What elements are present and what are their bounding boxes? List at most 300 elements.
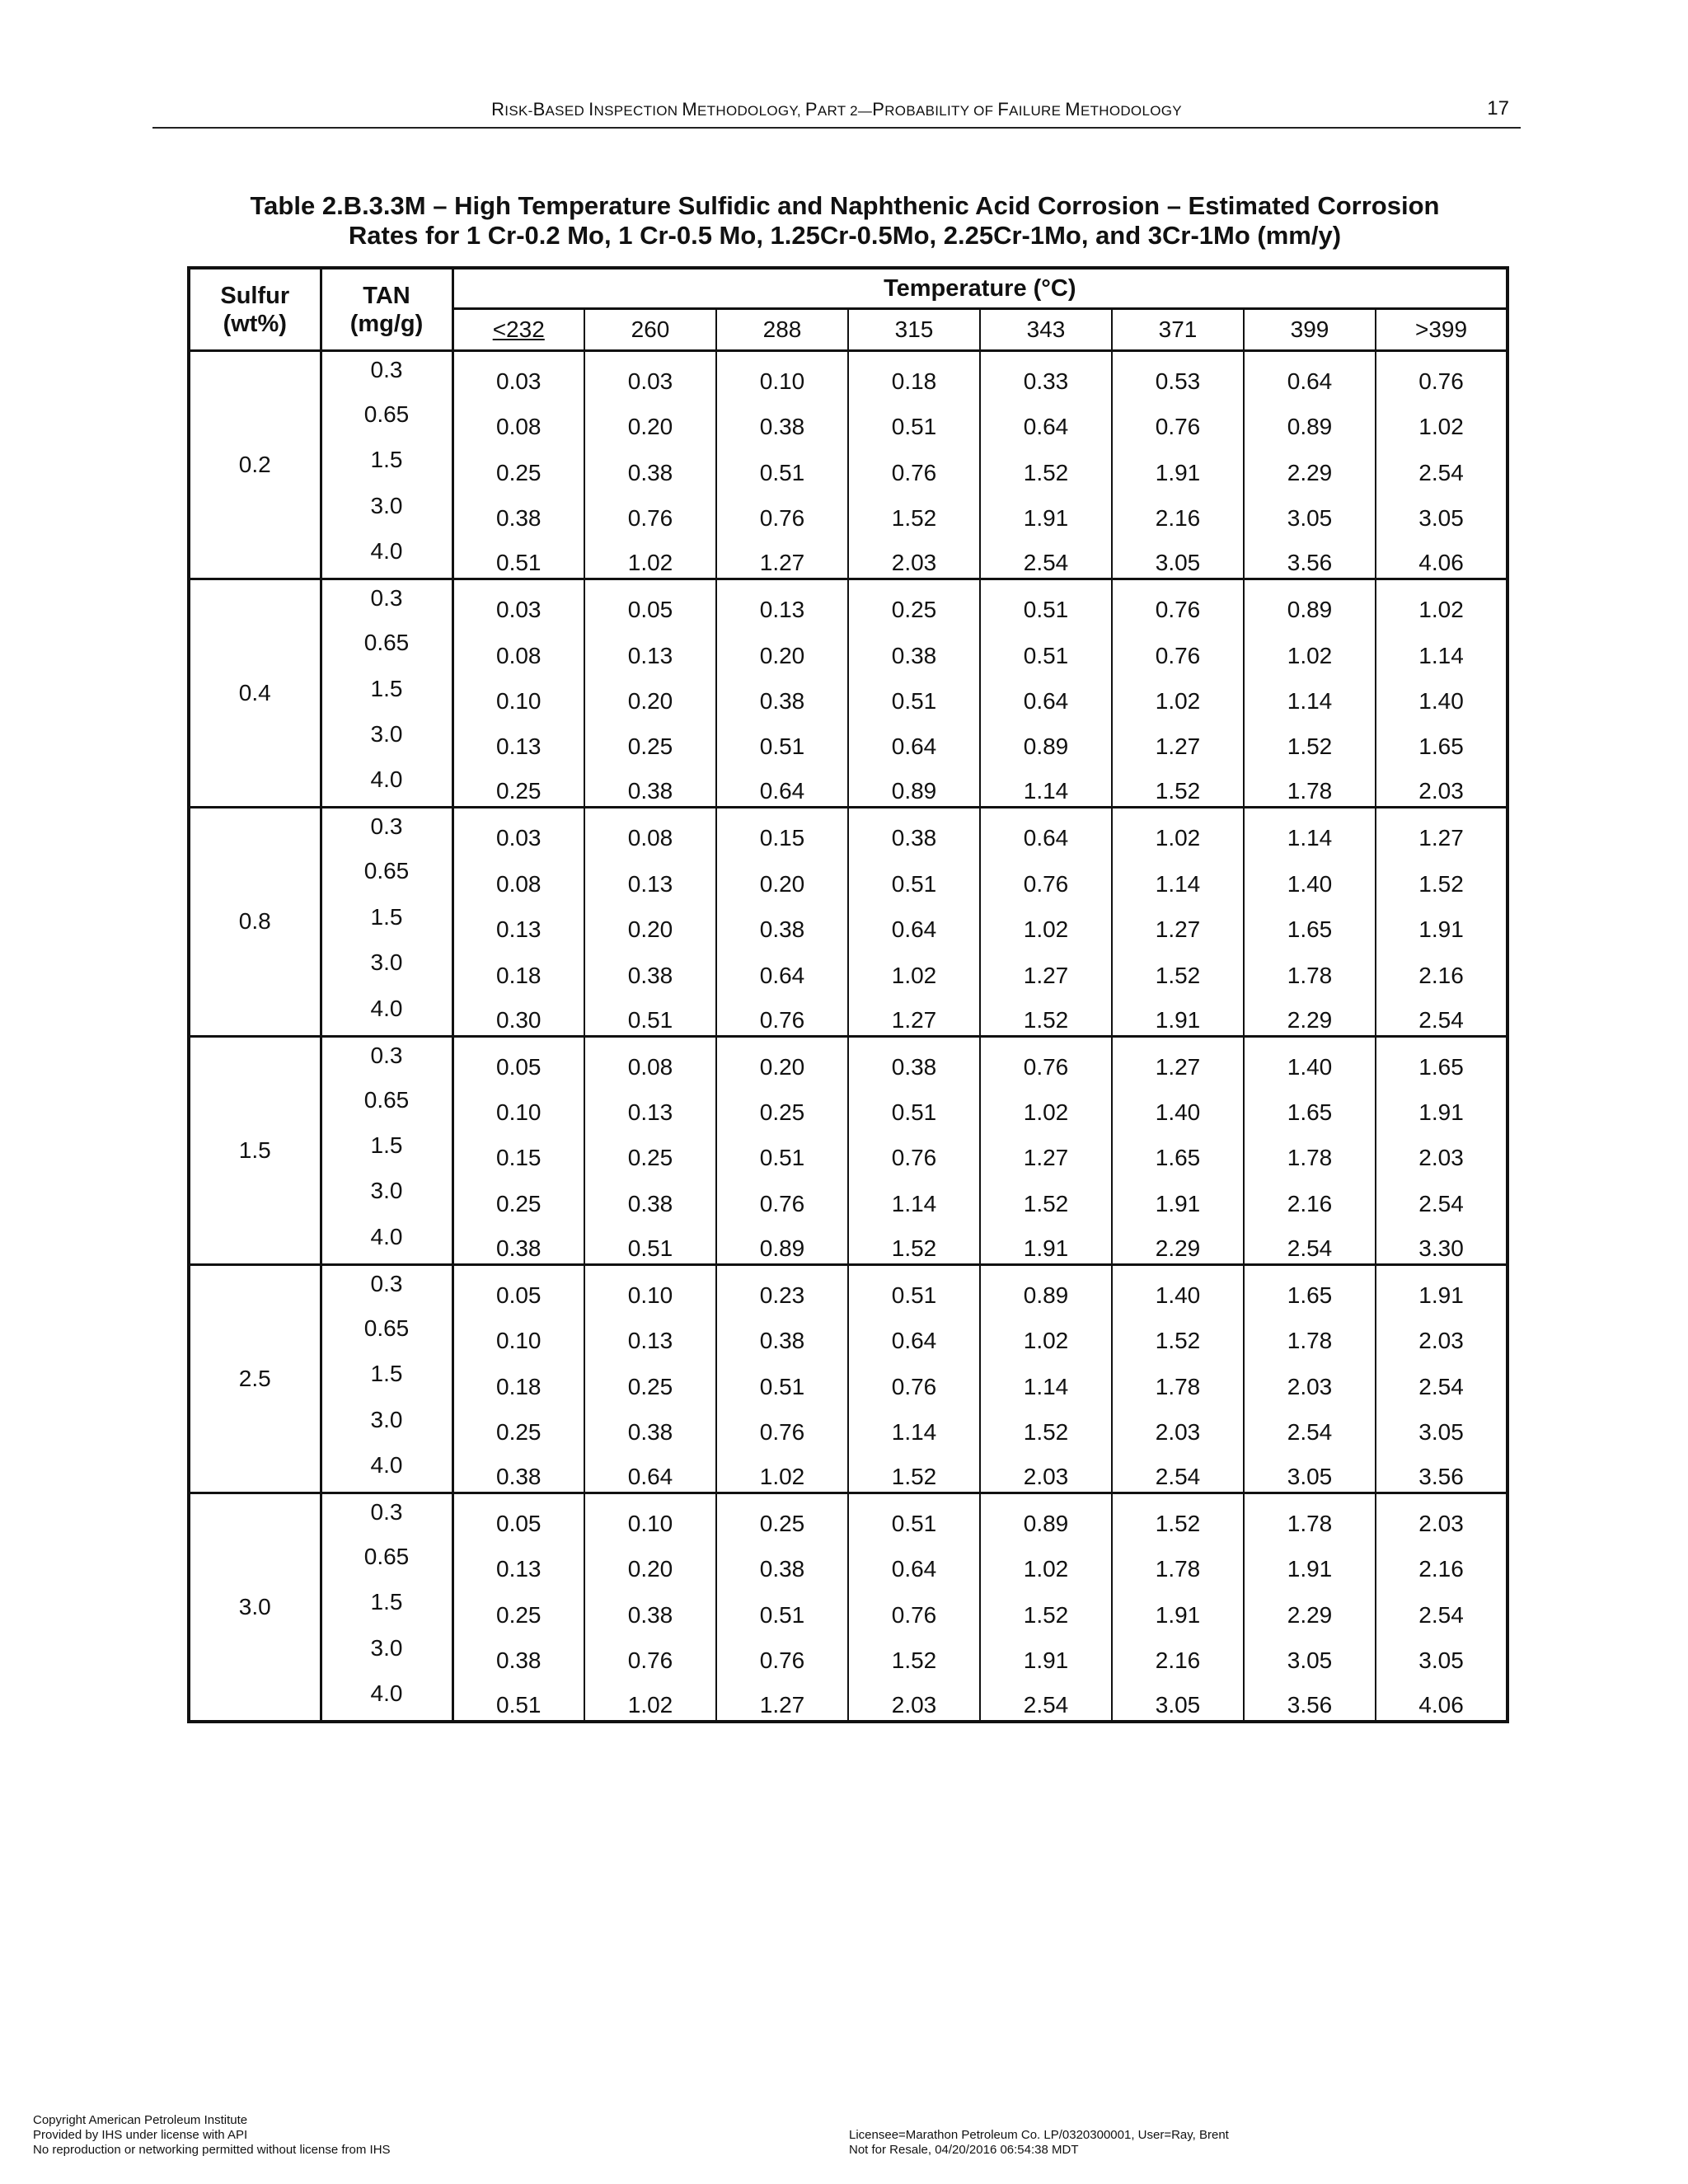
rate-cell: 3.56: [1376, 1447, 1507, 1493]
rate-cell: 1.52: [848, 1219, 980, 1264]
tan-cell: 3.0: [321, 1630, 452, 1675]
rate-cell: 0.05: [452, 1264, 584, 1310]
rate-cell: 1.52: [980, 1402, 1112, 1447]
rate-cell: 0.51: [584, 1219, 716, 1264]
rate-cell: 1.02: [584, 533, 716, 579]
rate-cell: 1.78: [1112, 1356, 1244, 1401]
rate-cell: 1.65: [1244, 1264, 1376, 1310]
footer-copyright: [33, 2113, 391, 2158]
temperature-cell: 260: [584, 309, 716, 351]
rate-cell: 1.02: [1376, 579, 1507, 625]
tan-cell: 1.5: [321, 1356, 452, 1401]
rate-cell: 2.16: [1112, 1630, 1244, 1675]
rate-cell: 0.38: [584, 762, 716, 807]
rate-cell: 0.10: [452, 1310, 584, 1356]
rate-cell: 0.51: [716, 716, 848, 762]
rate-cell: 0.20: [584, 396, 716, 442]
rate-cell: 2.29: [1112, 1219, 1244, 1264]
rate-cell: 0.51: [980, 625, 1112, 670]
running-title-rest: ETHODOLOGY: [1080, 103, 1182, 119]
tan-cell: 1.5: [321, 442, 452, 487]
rate-cell: 2.54: [1376, 1356, 1507, 1401]
rate-cell: 0.76: [848, 442, 980, 487]
rate-cell: 0.76: [716, 1630, 848, 1675]
table-title-line-2: Rates for 1 Cr-0.2 Mo, 1 Cr-0.5 Mo, 1.25Cr-0.5Mo, 2.25Cr-1Mo, and 3Cr-1Mo (mm/y): [348, 221, 1342, 250]
table-row: [189, 1539, 1507, 1584]
rate-cell: 0.51: [716, 1356, 848, 1401]
rate-cell: 0.38: [452, 1630, 584, 1675]
sulfur-header-label: Sulfur: [220, 282, 290, 309]
rate-cell: 0.05: [452, 1493, 584, 1538]
rate-cell: 0.20: [584, 899, 716, 944]
rate-cell: 0.51: [452, 533, 584, 579]
rate-cell: 0.76: [716, 1402, 848, 1447]
rate-cell: 2.54: [1112, 1447, 1244, 1493]
footer-license: [849, 2128, 1229, 2158]
footer-line: Licensee=Marathon Petroleum Co. LP/0320300001, User=Ray, Brent: [849, 2128, 1229, 2142]
tan-cell: 0.65: [321, 853, 452, 898]
table-row: [189, 808, 1507, 853]
rate-cell: 0.76: [848, 1127, 980, 1173]
rate-cell: 0.38: [584, 1173, 716, 1218]
rate-cell: 0.64: [1244, 351, 1376, 396]
rate-cell: 1.14: [1244, 808, 1376, 853]
running-title-cap: R: [491, 99, 505, 120]
rate-cell: 1.52: [1376, 853, 1507, 898]
rate-cell: 1.02: [1376, 396, 1507, 442]
running-header: [152, 96, 1521, 129]
rate-cell: 0.38: [452, 1447, 584, 1493]
rate-cell: 0.64: [716, 762, 848, 807]
running-title-cap: P: [804, 99, 818, 120]
rate-cell: 0.20: [584, 671, 716, 716]
rate-cell: 1.14: [848, 1402, 980, 1447]
rate-cell: 0.64: [980, 808, 1112, 853]
rate-cell: 0.51: [848, 1493, 980, 1538]
rate-cell: 1.65: [1244, 1082, 1376, 1127]
table-row: [189, 1310, 1507, 1356]
rate-cell: 2.16: [1376, 1539, 1507, 1584]
rate-cell: 1.91: [980, 1630, 1112, 1675]
tan-cell: 0.3: [321, 808, 452, 853]
tan-cell: 4.0: [321, 1675, 452, 1722]
rate-cell: 0.76: [848, 1356, 980, 1401]
table-row: [189, 1082, 1507, 1127]
footer-line: No reproduction or networking permitted without license from IHS: [33, 2143, 391, 2157]
rate-cell: 1.52: [1112, 944, 1244, 990]
rate-cell: 4.06: [1376, 1675, 1507, 1722]
table-title: [148, 191, 1541, 251]
tan-header-unit: (mg/g): [349, 310, 424, 337]
rate-cell: 0.25: [452, 1402, 584, 1447]
rate-cell: 0.13: [452, 716, 584, 762]
rate-cell: 0.38: [848, 625, 980, 670]
footer-line: Not for Resale, 04/20/2016 06:54:38 MDT: [849, 2143, 1079, 2157]
rate-cell: 0.76: [1112, 396, 1244, 442]
rate-cell: 0.38: [716, 671, 848, 716]
table-row: [189, 1493, 1507, 1538]
rate-cell: 1.14: [1244, 671, 1376, 716]
rate-cell: 0.10: [584, 1264, 716, 1310]
sulfur-cell: 1.5: [189, 1036, 321, 1264]
rate-cell: 2.29: [1244, 991, 1376, 1036]
rate-cell: 0.13: [452, 1539, 584, 1584]
table-row: [189, 442, 1507, 487]
rate-cell: 0.64: [716, 944, 848, 990]
rate-cell: 0.51: [716, 1127, 848, 1173]
temperature-cell: 399: [1244, 309, 1376, 351]
tan-cell: 0.3: [321, 1264, 452, 1310]
rate-cell: 0.03: [452, 579, 584, 625]
rate-cell: 0.76: [980, 853, 1112, 898]
rate-cell: 1.02: [584, 1675, 716, 1722]
running-title-cap: I: [588, 99, 594, 120]
table-row: [189, 396, 1507, 442]
rate-cell: 1.52: [980, 1584, 1112, 1629]
rate-cell: 0.76: [980, 1036, 1112, 1081]
rate-cell: 0.25: [452, 1584, 584, 1629]
rate-cell: 4.06: [1376, 533, 1507, 579]
rate-cell: 3.05: [1244, 488, 1376, 533]
rate-cell: 2.03: [1376, 1493, 1507, 1538]
rate-cell: 1.27: [848, 991, 980, 1036]
tan-cell: 1.5: [321, 899, 452, 944]
rate-cell: 1.02: [980, 1539, 1112, 1584]
rate-cell: 1.14: [980, 1356, 1112, 1401]
rate-cell: 2.03: [1112, 1402, 1244, 1447]
rate-cell: 2.54: [1376, 442, 1507, 487]
sulfur-header-unit: (wt%): [223, 310, 287, 337]
rate-cell: 0.08: [584, 808, 716, 853]
rate-cell: 0.10: [716, 351, 848, 396]
rate-cell: 1.91: [1376, 1082, 1507, 1127]
rate-cell: 2.54: [1376, 991, 1507, 1036]
rate-cell: 0.38: [716, 396, 848, 442]
table-row: [189, 1402, 1507, 1447]
temperature-cell: 343: [980, 309, 1112, 351]
rate-cell: 1.27: [980, 944, 1112, 990]
table-row: [189, 1264, 1507, 1310]
rate-cell: 0.76: [716, 488, 848, 533]
running-title-cap: M: [682, 99, 698, 120]
rate-cell: 2.16: [1244, 1173, 1376, 1218]
rate-cell: 1.91: [1112, 442, 1244, 487]
rate-cell: 2.54: [1376, 1173, 1507, 1218]
rate-cell: 3.05: [1112, 1675, 1244, 1722]
table-body: [189, 351, 1507, 1722]
rate-cell: 0.51: [980, 579, 1112, 625]
rate-cell: 0.10: [584, 1493, 716, 1538]
sulfur-cell: 0.8: [189, 808, 321, 1036]
rate-cell: 0.51: [452, 1675, 584, 1722]
rate-cell: 0.51: [716, 442, 848, 487]
rate-cell: 0.18: [452, 944, 584, 990]
rate-cell: 1.78: [1244, 1310, 1376, 1356]
rate-cell: 0.89: [716, 1219, 848, 1264]
rate-cell: 1.91: [1376, 1264, 1507, 1310]
rate-cell: 0.51: [848, 1264, 980, 1310]
tan-cell: 3.0: [321, 944, 452, 990]
rate-cell: 1.14: [980, 762, 1112, 807]
temperature-cell: 371: [1112, 309, 1244, 351]
rate-cell: 0.08: [452, 396, 584, 442]
rate-cell: 2.03: [1376, 762, 1507, 807]
rate-cell: 1.14: [1376, 625, 1507, 670]
rate-cell: 3.56: [1244, 1675, 1376, 1722]
rate-cell: 1.78: [1112, 1539, 1244, 1584]
corrosion-rate-table: [187, 266, 1509, 1723]
rate-cell: 0.25: [452, 1173, 584, 1218]
sulfur-column-header: [189, 268, 321, 351]
running-title-rest: ISK-: [504, 103, 533, 119]
rate-cell: 0.51: [848, 671, 980, 716]
running-title: [152, 99, 1521, 120]
rate-cell: 0.08: [452, 853, 584, 898]
rate-cell: 2.54: [1244, 1402, 1376, 1447]
running-title-cap: F: [997, 99, 1010, 120]
running-title-rest: NSPECTION: [593, 103, 682, 119]
rate-cell: 0.25: [584, 716, 716, 762]
rate-cell: 0.38: [848, 808, 980, 853]
rate-cell: 1.52: [848, 1630, 980, 1675]
rate-cell: 1.02: [1112, 671, 1244, 716]
tan-cell: 0.65: [321, 396, 452, 442]
table-row: [189, 1630, 1507, 1675]
tan-cell: 3.0: [321, 716, 452, 762]
rate-cell: 0.89: [980, 716, 1112, 762]
rate-cell: 0.64: [980, 396, 1112, 442]
rate-cell: 3.05: [1376, 1630, 1507, 1675]
rate-cell: 0.53: [1112, 351, 1244, 396]
rate-cell: 0.10: [452, 671, 584, 716]
table-row: [189, 762, 1507, 807]
rate-cell: 1.02: [980, 1310, 1112, 1356]
tan-cell: 3.0: [321, 1173, 452, 1218]
rate-cell: 3.05: [1376, 1402, 1507, 1447]
rate-cell: 3.05: [1376, 488, 1507, 533]
rate-cell: 0.64: [848, 716, 980, 762]
rate-cell: 0.05: [584, 579, 716, 625]
rate-cell: 2.16: [1376, 944, 1507, 990]
rate-cell: 1.40: [1244, 853, 1376, 898]
rate-cell: 3.56: [1244, 533, 1376, 579]
rate-cell: 0.13: [584, 1310, 716, 1356]
rate-cell: 1.14: [1112, 853, 1244, 898]
rate-cell: 1.52: [848, 488, 980, 533]
rate-cell: 1.27: [1112, 899, 1244, 944]
rate-cell: 1.91: [1112, 1584, 1244, 1629]
rate-cell: 0.03: [452, 808, 584, 853]
rate-cell: 1.40: [1376, 671, 1507, 716]
sulfur-cell: 0.4: [189, 579, 321, 808]
rate-cell: 0.76: [716, 1173, 848, 1218]
page-number: 17: [1487, 97, 1509, 120]
rate-cell: 0.76: [584, 488, 716, 533]
rate-cell: 1.78: [1244, 944, 1376, 990]
tan-cell: 4.0: [321, 533, 452, 579]
sulfur-cell: 2.5: [189, 1264, 321, 1493]
table-row: [189, 1173, 1507, 1218]
rate-cell: 2.54: [980, 533, 1112, 579]
rate-cell: 0.18: [452, 1356, 584, 1401]
rate-cell: 0.13: [716, 579, 848, 625]
rate-cell: 1.02: [980, 1082, 1112, 1127]
running-title-cap: P: [872, 99, 885, 120]
rate-cell: 0.64: [848, 1310, 980, 1356]
table-title-line-1: Table 2.B.3.3M – High Temperature Sulfidic and Naphthenic Acid Corrosion – Estimated Corrosion: [250, 191, 1440, 220]
rate-cell: 0.89: [980, 1264, 1112, 1310]
rate-cell: 0.76: [584, 1630, 716, 1675]
rate-cell: 0.89: [1244, 396, 1376, 442]
rate-cell: 0.20: [716, 1036, 848, 1081]
table-row: [189, 625, 1507, 670]
rate-cell: 0.18: [848, 351, 980, 396]
rate-cell: 1.65: [1244, 899, 1376, 944]
rate-cell: 0.25: [584, 1127, 716, 1173]
rate-cell: 0.25: [584, 1356, 716, 1401]
rate-cell: 3.05: [1112, 533, 1244, 579]
tan-cell: 0.65: [321, 1539, 452, 1584]
rate-cell: 1.91: [1112, 991, 1244, 1036]
rate-cell: 0.20: [716, 853, 848, 898]
tan-column-header: [321, 268, 452, 351]
rate-cell: 2.03: [848, 533, 980, 579]
rate-cell: 0.38: [452, 488, 584, 533]
rate-cell: 1.78: [1244, 1127, 1376, 1173]
rate-cell: 0.38: [584, 1584, 716, 1629]
tan-cell: 0.3: [321, 579, 452, 625]
rate-cell: 1.27: [1112, 716, 1244, 762]
table-row: [189, 671, 1507, 716]
tan-cell: 0.65: [321, 1082, 452, 1127]
table-row: [189, 716, 1507, 762]
rate-cell: 0.25: [452, 442, 584, 487]
rate-cell: 1.02: [1112, 808, 1244, 853]
tan-cell: 1.5: [321, 671, 452, 716]
table-row: [189, 1584, 1507, 1629]
rate-cell: 0.38: [584, 442, 716, 487]
tan-cell: 4.0: [321, 1447, 452, 1493]
rate-cell: 1.52: [1244, 716, 1376, 762]
rate-cell: 1.91: [980, 488, 1112, 533]
temperature-header: Temperature (°C): [452, 268, 1507, 309]
rate-cell: 0.13: [584, 1082, 716, 1127]
rate-cell: 2.54: [980, 1675, 1112, 1722]
rate-cell: 2.29: [1244, 1584, 1376, 1629]
rate-cell: 0.20: [584, 1539, 716, 1584]
tan-cell: 4.0: [321, 1219, 452, 1264]
table-row: [189, 1356, 1507, 1401]
rate-cell: 0.13: [584, 853, 716, 898]
tan-cell: 1.5: [321, 1127, 452, 1173]
table-row: [189, 533, 1507, 579]
rate-cell: 2.03: [1376, 1127, 1507, 1173]
table-row: [189, 899, 1507, 944]
tan-cell: 1.5: [321, 1584, 452, 1629]
rate-cell: 3.05: [1244, 1630, 1376, 1675]
running-title-rest: ASED: [545, 103, 589, 119]
rate-cell: 1.52: [1112, 1310, 1244, 1356]
rate-cell: 2.54: [1376, 1584, 1507, 1629]
rate-cell: 1.52: [980, 1173, 1112, 1218]
running-title-cap: B: [532, 99, 546, 120]
rate-cell: 1.02: [980, 899, 1112, 944]
table-row: [189, 1219, 1507, 1264]
rate-cell: 0.38: [584, 944, 716, 990]
temperature-cell: >399: [1376, 309, 1507, 351]
rate-cell: 0.15: [716, 808, 848, 853]
rate-cell: 0.23: [716, 1264, 848, 1310]
rate-cell: 1.52: [1112, 762, 1244, 807]
rate-cell: 0.51: [716, 1584, 848, 1629]
rate-cell: 0.89: [848, 762, 980, 807]
table-row: [189, 1036, 1507, 1081]
tan-cell: 3.0: [321, 488, 452, 533]
rate-cell: 2.16: [1112, 488, 1244, 533]
rate-cell: 2.03: [848, 1675, 980, 1722]
rate-cell: 2.54: [1244, 1219, 1376, 1264]
table-row: [189, 488, 1507, 533]
rate-cell: 0.33: [980, 351, 1112, 396]
rate-cell: 0.64: [980, 671, 1112, 716]
rate-cell: 0.76: [716, 991, 848, 1036]
rate-cell: 0.30: [452, 991, 584, 1036]
table-row: [189, 1127, 1507, 1173]
table-row: [189, 853, 1507, 898]
table-row: [189, 944, 1507, 990]
rate-cell: 0.89: [1244, 579, 1376, 625]
rate-cell: 0.38: [452, 1219, 584, 1264]
rate-cell: 0.76: [848, 1584, 980, 1629]
rate-cell: 0.10: [452, 1082, 584, 1127]
tan-cell: 0.65: [321, 1310, 452, 1356]
running-title-rest: AILURE: [1009, 103, 1066, 119]
rate-cell: 0.25: [452, 762, 584, 807]
temperature-cell: 315: [848, 309, 980, 351]
rate-cell: 1.52: [848, 1447, 980, 1493]
rate-cell: 1.27: [716, 1675, 848, 1722]
rate-cell: 0.76: [1376, 351, 1507, 396]
rate-cell: 1.78: [1244, 762, 1376, 807]
table-row: [189, 1675, 1507, 1722]
rate-cell: 0.25: [716, 1493, 848, 1538]
rate-cell: 0.20: [716, 625, 848, 670]
rate-cell: 0.51: [848, 853, 980, 898]
rate-cell: 0.08: [452, 625, 584, 670]
rate-cell: 0.38: [848, 1036, 980, 1081]
tan-cell: 3.0: [321, 1402, 452, 1447]
temperature-cell: <232: [452, 309, 584, 351]
rate-cell: 2.29: [1244, 442, 1376, 487]
rate-cell: 1.02: [716, 1447, 848, 1493]
rate-cell: 0.05: [452, 1036, 584, 1081]
rate-cell: 0.51: [584, 991, 716, 1036]
rate-cell: 1.78: [1244, 1493, 1376, 1538]
tan-cell: 0.3: [321, 1036, 452, 1081]
rate-cell: 0.38: [584, 1402, 716, 1447]
rate-cell: 0.38: [716, 1539, 848, 1584]
tan-cell: 4.0: [321, 991, 452, 1036]
table-row: [189, 991, 1507, 1036]
rate-cell: 2.03: [980, 1447, 1112, 1493]
rate-cell: 1.52: [980, 991, 1112, 1036]
rate-cell: 0.25: [848, 579, 980, 625]
rate-cell: 2.03: [1244, 1356, 1376, 1401]
tan-cell: 0.3: [321, 351, 452, 396]
tan-cell: 0.65: [321, 625, 452, 670]
rate-cell: 2.03: [1376, 1310, 1507, 1356]
rate-cell: 0.13: [584, 625, 716, 670]
